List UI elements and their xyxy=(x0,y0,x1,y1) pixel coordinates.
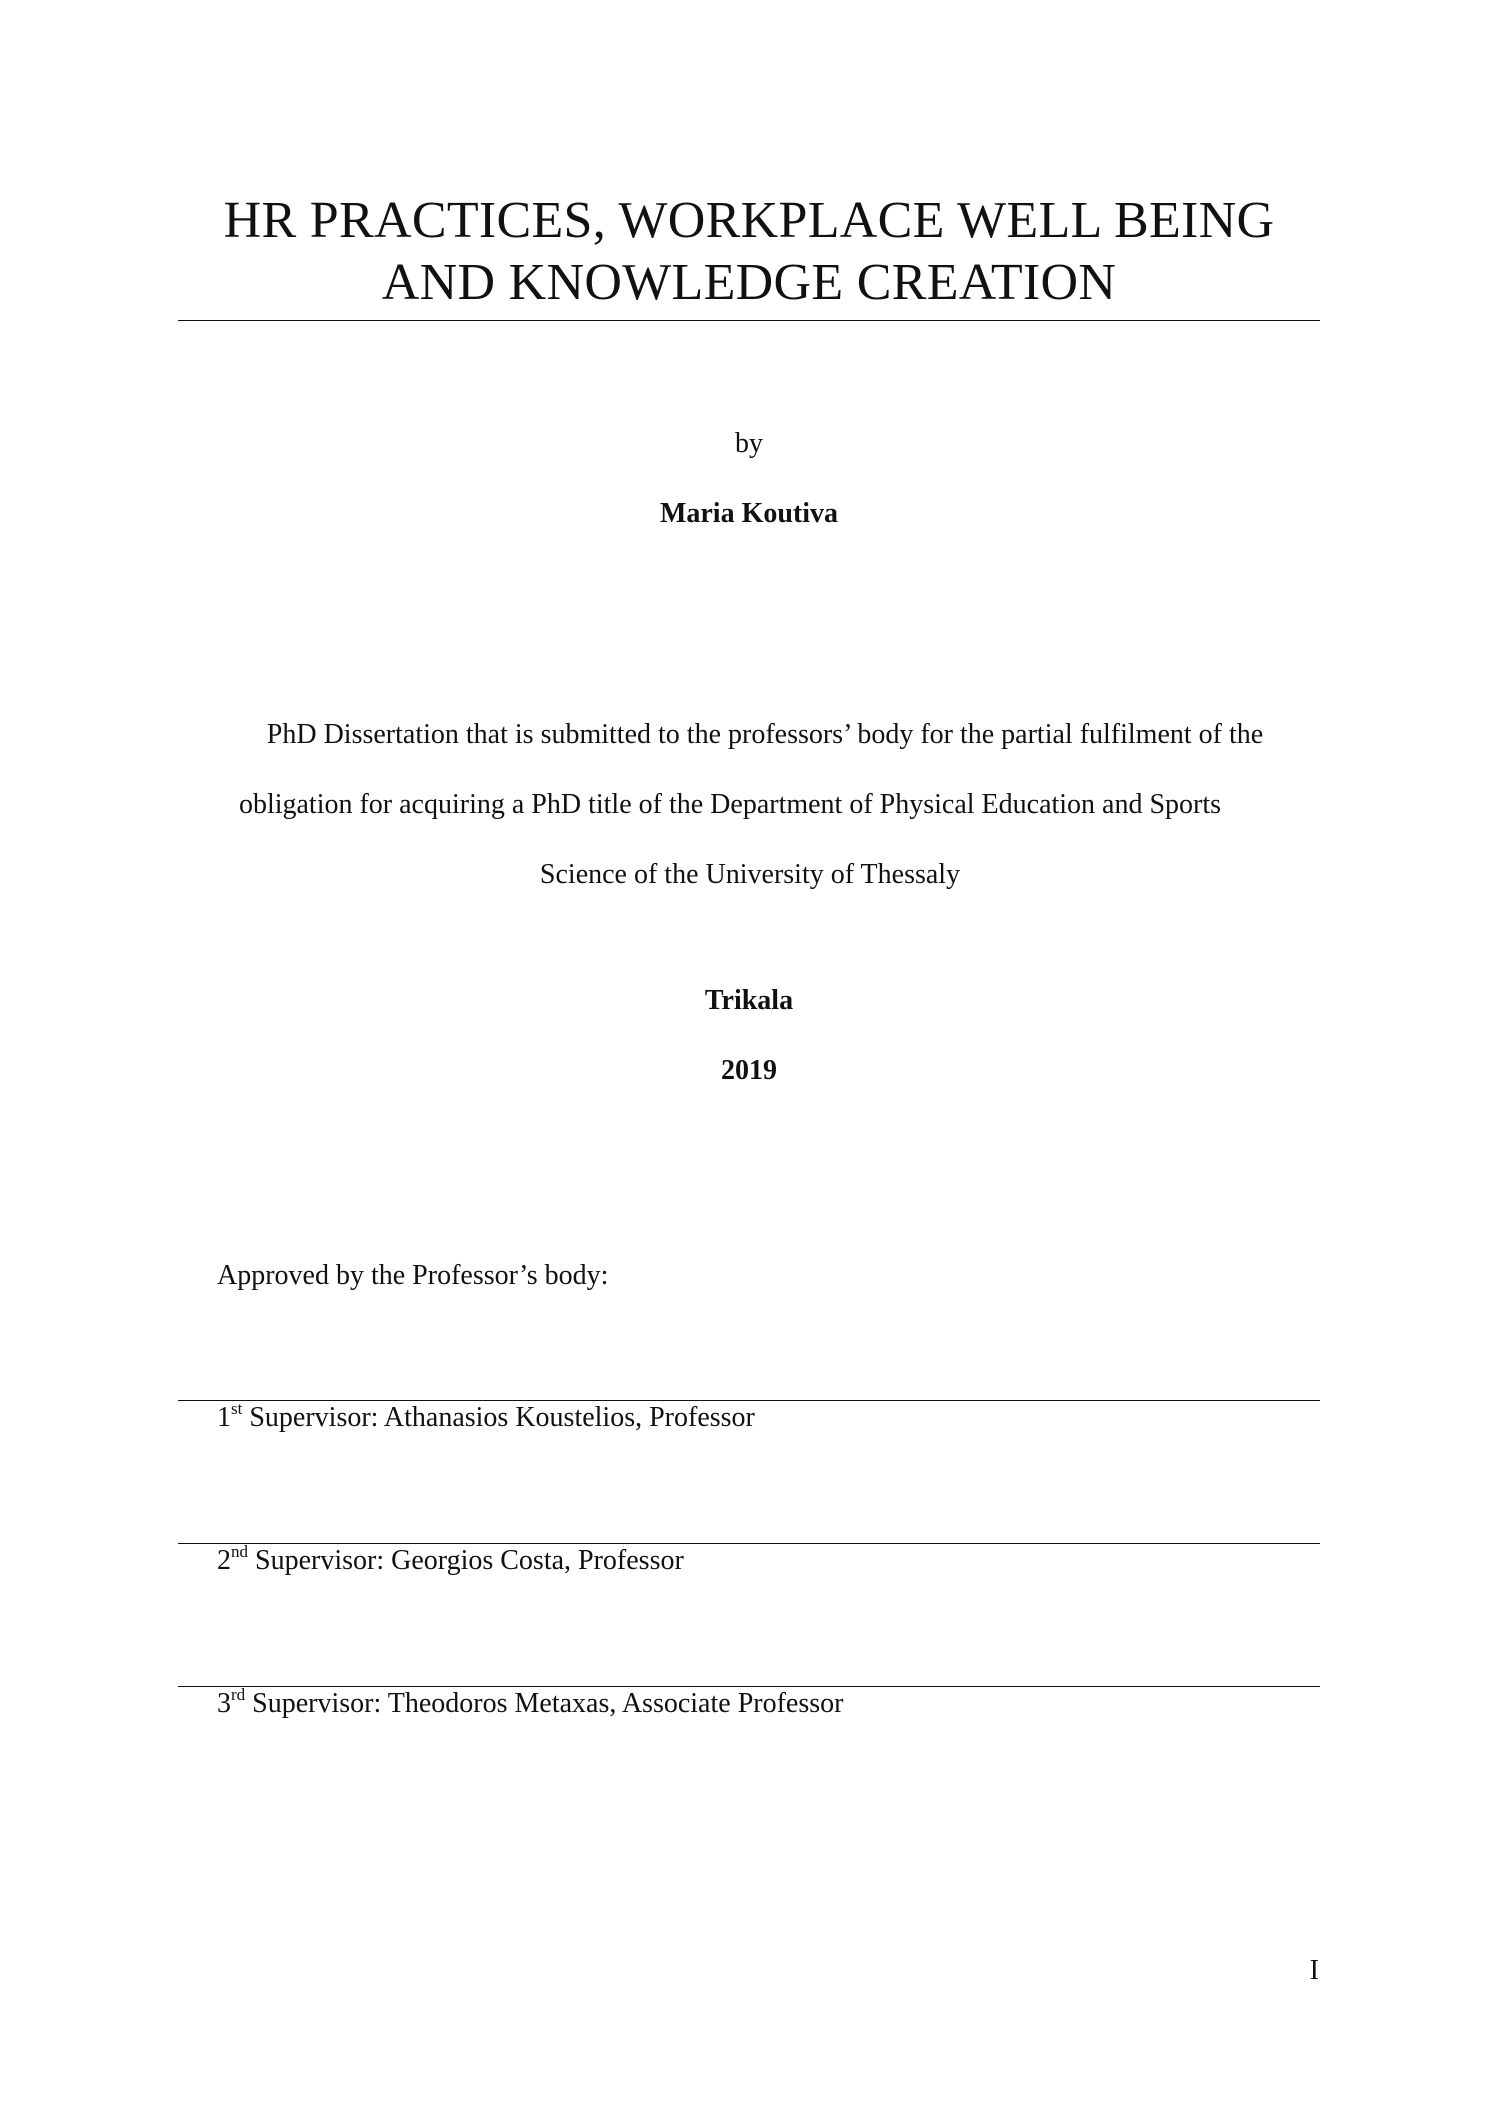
supervisor-3-ordinal: 3 xyxy=(217,1688,231,1719)
supervisor-2-ordinal: 2 xyxy=(217,1545,231,1576)
title-divider xyxy=(178,320,1320,321)
supervisor-1 xyxy=(217,1399,755,1434)
supervisor-2 xyxy=(217,1542,684,1577)
place: Trikala xyxy=(704,985,794,1016)
author-name: Maria Koutiva xyxy=(659,498,839,529)
supervisor-3 xyxy=(217,1685,844,1720)
title-line-2: AND KNOWLEDGE CREATION xyxy=(381,254,1117,311)
signature-rule-2 xyxy=(178,1543,1320,1544)
description-line-3: Science of the University of Thessaly xyxy=(539,859,961,890)
supervisor-2-ordinal-suffix: nd xyxy=(231,1542,248,1561)
document-title xyxy=(178,190,1320,314)
dissertation-description xyxy=(210,700,1320,910)
supervisor-2-text: Supervisor: Georgios Costa, Professor xyxy=(248,1545,684,1576)
page-number: I xyxy=(1309,1955,1319,1986)
by-label: by xyxy=(735,428,763,459)
signature-rule-3 xyxy=(178,1686,1320,1687)
supervisor-3-text: Supervisor: Theodoros Metaxas, Associate Professor xyxy=(245,1688,844,1719)
supervisor-1-ordinal-suffix: st xyxy=(231,1399,243,1418)
supervisor-1-ordinal: 1 xyxy=(217,1402,231,1433)
title-line-1: HR PRACTICES, WORKPLACE WELL BEING xyxy=(223,192,1275,249)
supervisor-3-ordinal-suffix: rd xyxy=(231,1685,246,1704)
signature-rule-1 xyxy=(178,1400,1320,1401)
year: 2019 xyxy=(721,1055,777,1086)
description-line-2: obligation for acquiring a PhD title of the Department of Physical Education and Sports xyxy=(238,789,1222,820)
approved-label: Approved by the Professor’s body: xyxy=(217,1260,609,1291)
description-line-1: PhD Dissertation that is submitted to the professors’ body for the partial fulfilment of the xyxy=(266,719,1264,750)
supervisor-1-text: Supervisor: Athanasios Koustelios, Professor xyxy=(242,1402,755,1433)
